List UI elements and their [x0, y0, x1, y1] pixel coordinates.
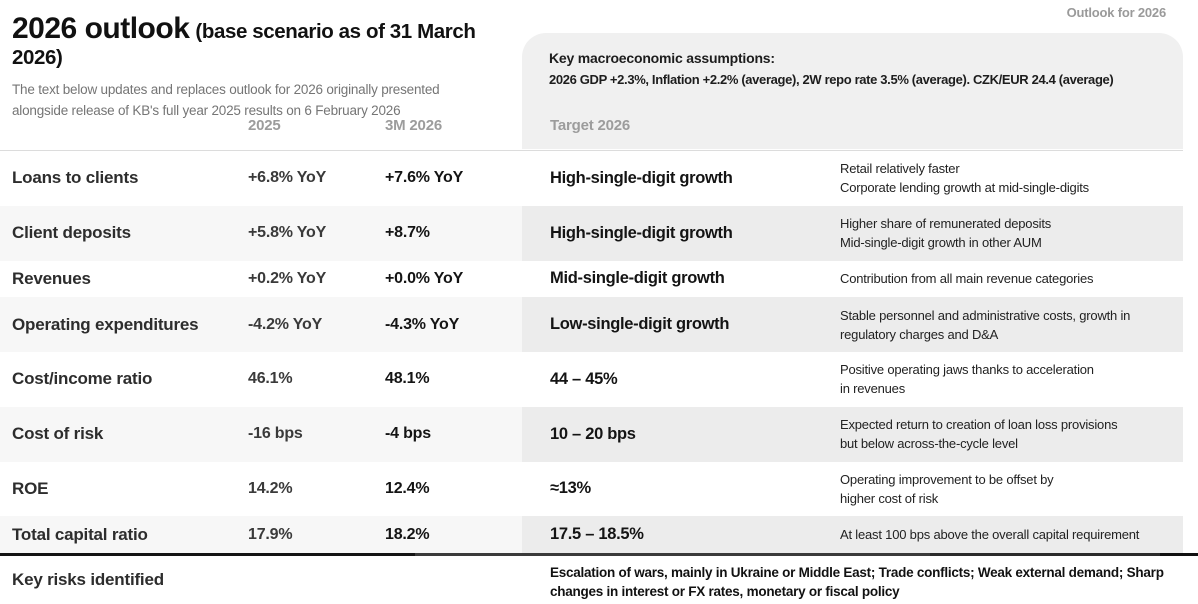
value-3m-2026: +7.6% YoY — [385, 169, 464, 187]
value-2025: +6.8% YoY — [248, 169, 327, 187]
target-value: Low-single-digit growth — [522, 297, 840, 352]
key-risks-row — [0, 556, 1198, 604]
target-value: High-single-digit growth — [522, 206, 840, 261]
table-row — [0, 407, 1183, 462]
assumptions-block — [549, 50, 1163, 87]
value-3m-2026: -4.3% YoY — [385, 297, 522, 352]
target-value: High-single-digit growth — [550, 168, 733, 187]
page-label: Outlook for 2026 — [1066, 5, 1166, 20]
page-title-suffix: (base scenario as of 31 March 2026) — [12, 20, 476, 69]
comment-line: Stable personnel and administrative costs, growth in — [840, 307, 1131, 323]
row-label: Revenues — [12, 268, 91, 288]
row-comment — [840, 206, 1183, 261]
row-label: Cost/income ratio — [12, 369, 153, 389]
row-comment — [840, 352, 1183, 407]
comment-line: Expected return to creation of loan loss provisions — [840, 417, 1118, 433]
value-3m-2026: 12.4% — [385, 479, 430, 497]
table-row — [0, 516, 1183, 553]
row-label: Cost of risk — [0, 407, 248, 462]
row-comment — [840, 151, 1183, 206]
value-2025: -4.2% YoY — [248, 297, 385, 352]
row-comment — [840, 516, 1183, 553]
comment-line: At least 100 bps above the overall capital requirement — [840, 527, 1140, 543]
page-subtitle — [12, 79, 512, 121]
comment-line: Mid-single-digit growth in other AUM — [840, 235, 1042, 251]
key-risks-line-2: changes in interest or FX rates, monetary or fiscal policy — [550, 584, 900, 599]
value-3m-2026: -4 bps — [385, 407, 522, 462]
value-2025: 14.2% — [248, 479, 293, 497]
key-risks-line-1: Escalation of wars, mainly in Ukraine or Middle East; Trade conflicts; Weak external demand; Sharp — [550, 565, 1164, 580]
subtitle-line-1: The text below updates and replaces outlook for 2026 originally presented — [12, 82, 440, 97]
key-risks-label: Key risks identified — [12, 570, 164, 589]
row-label: Total capital ratio — [0, 516, 248, 553]
outlook-table-rows — [0, 150, 1183, 553]
comment-line: Positive operating jaws thanks to acceleration — [840, 362, 1094, 378]
assumptions-title: Key macroeconomic assumptions: — [549, 50, 775, 66]
row-label: Client deposits — [0, 206, 248, 261]
table-row — [0, 352, 1183, 407]
column-headers — [0, 117, 1198, 135]
value-2025: +5.8% YoY — [248, 206, 385, 261]
column-header-2025: 2025 — [248, 117, 281, 134]
key-risks-text — [550, 563, 1164, 601]
title-block — [12, 12, 512, 121]
assumptions-text: 2026 GDP +2.3%, Inflation +2.2% (average), 2W repo rate 3.5% (average). CZK/EUR 24.4 (average) — [549, 72, 1114, 87]
table-row — [0, 297, 1183, 352]
comment-line: Contribution from all main revenue categories — [840, 271, 1094, 287]
table-row — [0, 261, 1183, 298]
value-3m-2026: 48.1% — [385, 370, 430, 388]
target-value: 17.5 – 18.5% — [522, 516, 840, 553]
column-header-3m-2026: 3M 2026 — [385, 117, 442, 134]
column-header-target-2026: Target 2026 — [550, 117, 631, 134]
row-comment — [840, 407, 1183, 462]
subtitle-line-2: alongside release of KB's full year 2025 results on 6 February 2026 — [12, 103, 401, 118]
target-value: 44 – 45% — [550, 369, 618, 388]
comment-line: in revenues — [840, 381, 906, 397]
row-comment — [840, 462, 1183, 517]
comment-line: Retail relatively faster — [840, 161, 960, 177]
value-2025: 17.9% — [248, 516, 385, 553]
table-row — [0, 206, 1183, 261]
row-label: ROE — [12, 478, 49, 498]
value-2025: +0.2% YoY — [248, 269, 327, 287]
comment-line: regulatory charges and D&A — [840, 326, 999, 342]
value-2025: -16 bps — [248, 407, 385, 462]
row-comment — [840, 261, 1183, 298]
comment-line: higher cost of risk — [840, 490, 939, 506]
value-3m-2026: +0.0% YoY — [385, 269, 464, 287]
target-value: Mid-single-digit growth — [550, 269, 725, 288]
target-value: 10 – 20 bps — [522, 407, 840, 462]
value-2025: 46.1% — [248, 370, 293, 388]
table-row — [0, 151, 1183, 206]
row-label: Loans to clients — [12, 168, 139, 188]
row-comment — [840, 297, 1183, 352]
row-label: Operating expenditures — [0, 297, 248, 352]
value-3m-2026: 18.2% — [385, 516, 522, 553]
target-value: ≈13% — [550, 479, 591, 498]
comment-line: Higher share of remunerated deposits — [840, 216, 1052, 232]
comment-line: Operating improvement to be offset by — [840, 471, 1054, 487]
comment-line: but below across-the-cycle level — [840, 436, 1018, 452]
comment-line: Corporate lending growth at mid-single-digits — [840, 180, 1089, 196]
value-3m-2026: +8.7% — [385, 206, 522, 261]
page-title: 2026 outlook — [12, 12, 190, 45]
table-row — [0, 462, 1183, 517]
